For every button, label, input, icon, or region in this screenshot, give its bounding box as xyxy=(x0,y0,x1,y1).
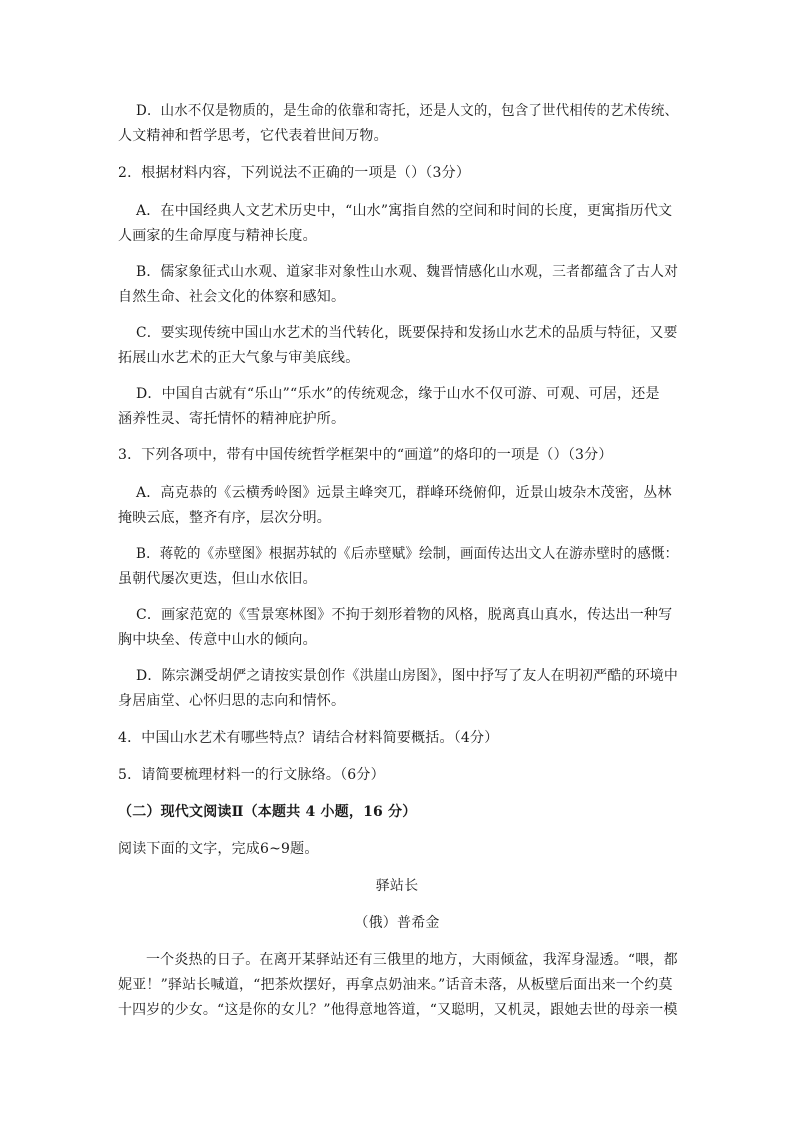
q2-option-d-line-2: 涵养性灵、寄托情怀的精神庇护所。 xyxy=(118,411,346,427)
q3-option-b-line-1: B．蒋乾的《赤壁图》根据苏轼的《后赤壁赋》绘制，画面传达出文人在游赤壁时的感慨： xyxy=(136,546,679,562)
q2-option-b-line-1: B．儒家象征式山水观、道家非对象性山水观、魏晋情感化山水观，三者都蕴含了古人对 xyxy=(136,264,679,280)
story-author: （俄）普希金 xyxy=(354,915,440,931)
story-title: 驿站长 xyxy=(375,878,419,894)
q2-option-c-line-1: C．要实现传统中国山水艺术的当代转化，既要保持和发扬山水艺术的品质与特征，又要 xyxy=(136,325,678,341)
question-5: 5．请简要梳理材料一的行文脉络。（6分） xyxy=(118,767,385,783)
question-2: 2．根据材料内容，下列说法不正确的一项是（）（3分） xyxy=(118,165,471,181)
q2-option-b-line-2: 自然生命、社会文化的体察和感知。 xyxy=(118,289,346,305)
story-paragraph-line-2: 妮亚！”驿站长喊道，“把茶炊摆好，再拿点奶油来。”话音未落，从板壁后面出来一个约莫 xyxy=(118,977,673,993)
q3-option-d-line-2: 身居庙堂、心怀归思的志向和情怀。 xyxy=(118,693,346,709)
q3-option-c-line-1: C．画家范宽的《雪景寒林图》不拘于刻形着物的风格，脱离真山真水，传达出一种写 xyxy=(136,607,673,623)
q3-option-a-line-2: 掩映云底，整齐有序，层次分明。 xyxy=(118,510,331,526)
q3-option-b-line-2: 虽朝代屡次更迭，但山水依旧。 xyxy=(118,571,317,587)
q2-option-d-line-1: D．中国自古就有“乐山”“乐水”的传统观念，缘于山水不仅可游、可观、可居，还是 xyxy=(136,386,660,402)
story-paragraph-line-3: 十四岁的少女。“这是你的女儿？”他得意地答道，“又聪明，又机灵，跟她去世的母亲一模 xyxy=(118,1002,678,1018)
q2-option-a-line-1: A．在中国经典人文艺术历史中，“山水”寓指自然的空间和时间的长度，更寓指历代文 xyxy=(136,203,673,219)
question-3: 3．下列各项中，带有中国传统哲学框架中的“画道”的烙印的一项是（）（3分） xyxy=(118,447,613,463)
q2-option-a-line-2: 人画家的生命厚度与精神长度。 xyxy=(118,228,317,244)
q3-option-d-line-1: D．陈宗渊受胡俨之请按实景创作《洪崖山房图》，图中抒写了友人在明初严酷的环境中 xyxy=(136,668,679,684)
q3-option-a-line-1: A．高克恭的《云横秀岭图》远景主峰突兀，群峰环绕俯仰，近景山坡杂木茂密，丛林 xyxy=(136,485,672,501)
reading-instruction: 阅读下面的文字，完成6~9题。 xyxy=(118,841,319,857)
q3-option-c-line-2: 胸中块垒、传意中山水的倾向。 xyxy=(118,632,317,648)
story-paragraph-line-1: 一个炎热的日子。在离开某驿站还有三俄里的地方，大雨倾盆，我浑身湿透。“喂，都 xyxy=(146,952,678,968)
option-1d-line-2: 人文精神和哲学思考，它代表着世间万物。 xyxy=(118,128,388,144)
question-4: 4．中国山水艺术有哪些特点？请结合材料简要概括。（4分） xyxy=(118,730,499,746)
option-1d-line-1: D．山水不仅是物质的，是生命的依靠和寄托，还是人文的，包含了世代相传的艺术传统、 xyxy=(136,103,679,119)
q2-option-c-line-2: 拓展山水艺术的正大气象与审美底线。 xyxy=(118,350,360,366)
section-heading: （二）现代文阅读Ⅱ（本题共 4 小题，16 分） xyxy=(118,804,417,820)
